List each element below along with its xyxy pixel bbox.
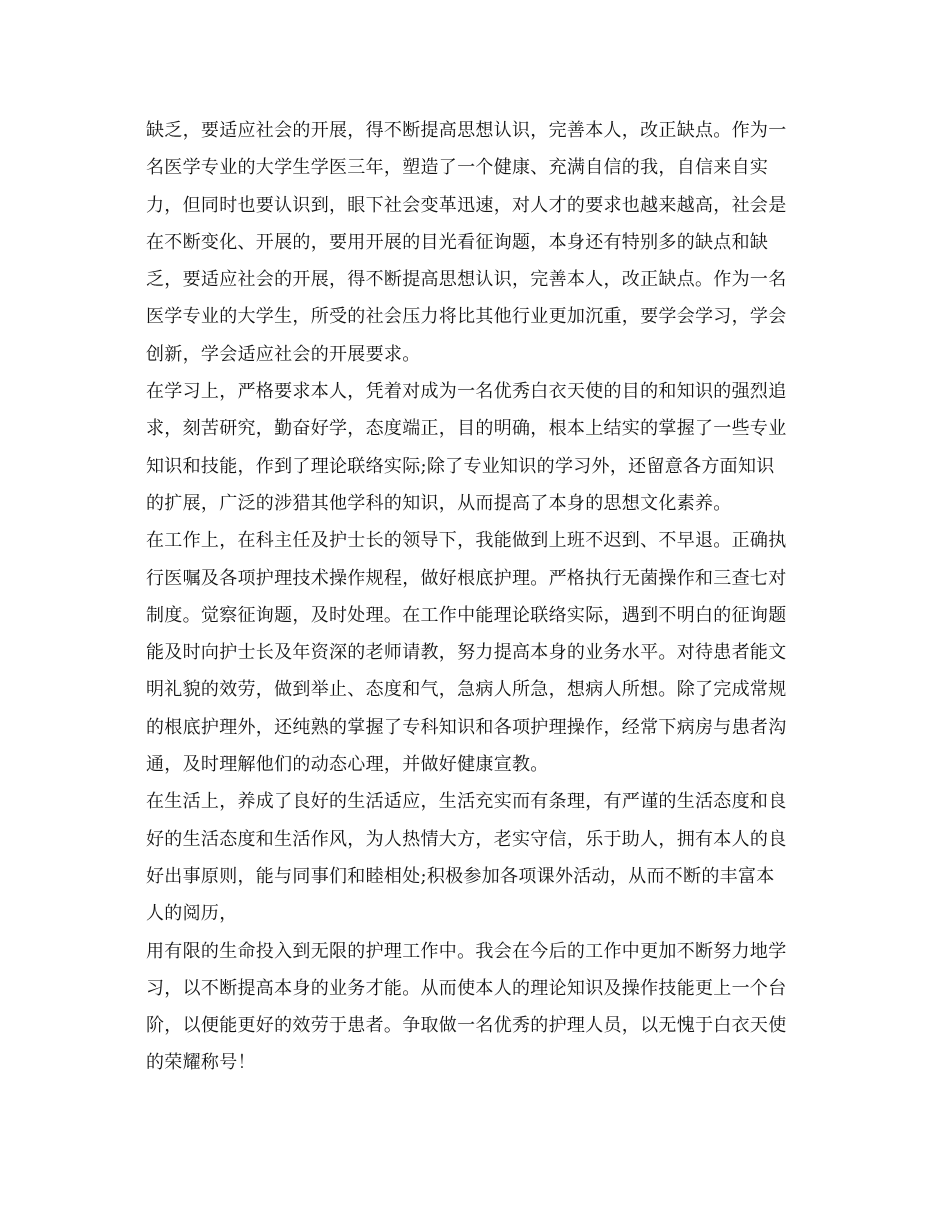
text-line: 的荣耀称号！ <box>146 1052 256 1074</box>
text-line: 求，刻苦研究，勤奋好学，态度端正，目的明确，根本上结实的掌握了一些专业 <box>146 418 787 440</box>
text-line: 知识和技能，作到了理论联络实际;除了专业知识的学习外，还留意各方面知识 <box>146 455 775 477</box>
text-line: 习，以不断提高本身的业务才能。从而使本人的理论知识及操作技能更上一个台 <box>146 977 787 999</box>
text-line: 行医嘱及各项护理技术操作规程，做好根底护理。严格执行无菌操作和三查七对 <box>146 567 787 589</box>
text-line: 医学专业的大学生，所受的社会压力将比其他行业更加沉重，要学会学习，学会 <box>146 306 787 328</box>
text-line: 的扩展，广泛的涉猎其他学科的知识，从而提高了本身的思想文化素养。 <box>146 492 732 514</box>
text-line: 在生活上，养成了良好的生活适应，生活充实而有条理，有严谨的生活态度和良 <box>146 791 787 813</box>
text-line: 缺乏，要适应社会的开展，得不断提高思想认识，完善本人，改正缺点。作为一 <box>146 120 787 141</box>
text-line: 乏，要适应社会的开展，得不断提高思想认识，完善本人，改正缺点。作为一名 <box>146 269 787 291</box>
text-line: 阶，以便能更好的效劳于患者。争取做一名优秀的护理人员，以无愧于白衣天使 <box>146 1015 787 1037</box>
text-line: 能及时向护士长及年资深的老师请教，努力提高本身的业务水平。对待患者能文 <box>146 642 787 664</box>
text-line: 通，及时理解他们的动态心理，并做好健康宣教。 <box>146 754 549 776</box>
text-line: 明礼貌的效劳，做到举止、态度和气，急病人所急，想病人所想。除了完成常规 <box>146 679 787 701</box>
text-line: 名医学专业的大学生学医三年，塑造了一个健康、充满自信的我，自信来自实 <box>146 157 769 179</box>
text-line: 制度。觉察征询题，及时处理。在工作中能理论联络实际，遇到不明白的征询题 <box>146 604 787 626</box>
text-line: 创新，学会适应社会的开展要求。 <box>146 343 421 365</box>
text-line: 人的阅历， <box>146 903 238 925</box>
text-line: 在工作上，在科主任及护士长的领导下，我能做到上班不迟到、不早退。正确执 <box>146 530 787 552</box>
text-line: 好的生活态度和生活作风，为人热情大方，老实守信，乐于助人，拥有本人的良 <box>146 828 787 850</box>
text-line: 在学习上，严格要求本人，凭着对成为一名优秀白衣天使的目的和知识的强烈追 <box>146 381 787 403</box>
text-line: 用有限的生命投入到无限的护理工作中。我会在今后的工作中更加不断努力地学 <box>146 940 787 962</box>
text-line: 的根底护理外，还纯熟的掌握了专科知识和各项护理操作，经常下病房与患者沟 <box>146 716 787 738</box>
text-line: 在不断变化、开展的，要用开展的目光看征询题，本身还有特别多的缺点和缺 <box>146 231 769 253</box>
body-text <box>146 112 806 1082</box>
text-line: 力，但同时也要认识到，眼下社会变革迅速，对人才的要求也越来越高，社会是 <box>146 194 787 216</box>
text-line: 好出事原则，能与同事们和睦相处;积极参加各项课外活动，从而不断的丰富本 <box>146 865 775 887</box>
